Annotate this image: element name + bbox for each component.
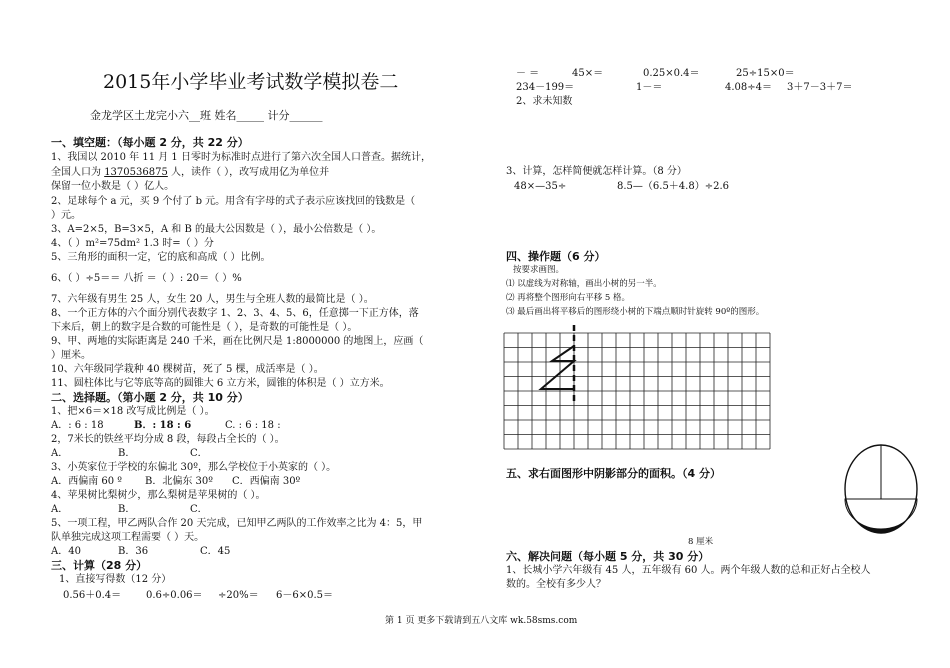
section-area-heading: 五、求右面图形中阴影部分的面积。（4 分） (506, 467, 721, 480)
operation-step-3: ⑶ 最后画出将平移后的图形绕小树的下端点顺时针旋转 90º的图形。 (506, 307, 765, 317)
choice-1-option-c: C. : 6 : 18 : (225, 420, 281, 431)
choice-2-option-c: C． (190, 448, 208, 459)
section-operation-heading: 四、操作题（6 分） (506, 250, 606, 263)
section-choice-heading: 二、选择题。（第小题 2 分，共 10 分） (51, 391, 249, 404)
question-8-line-2: 下来后，朝上的数字是合数的可能性是（ ），是奇数的可能性是（ ）。 (51, 322, 358, 333)
problem-1-line-1: 1、长城小学六年级有 45 人，五年级有 60 人。两个年级人数的总和正好占全校人 (506, 565, 871, 576)
calc-3-label: 3、计算，怎样简便就怎样计算。（8 分） (506, 166, 687, 177)
choice-5-option-b: B．36 (118, 546, 149, 557)
question-10: 10、六年级同学栽种 40 棵树苗，死了 5 棵，成活率是（ ）。 (51, 364, 324, 375)
choice-2: 2，7米长的铁丝平均分成 8 段，每段占全长的（ ）。 (51, 434, 285, 445)
page-title: 2015年小学毕业考试数学模拟卷二 (103, 71, 399, 93)
calc-item: 3＋7－3＋7＝ (787, 82, 853, 93)
calc-item: 25÷15×0＝ (736, 68, 795, 79)
section-problem-heading: 六、解决问题（每小题 5 分，共 30 分） (506, 550, 710, 563)
operation-step-2: ⑵ 再将整个图形向右平移 5 格。 (506, 293, 631, 303)
choice-5-line-1: 5、一项工程，甲乙两队合作 20 天完成，已知甲乙两队的工作效率之比为 4：5，甲 (51, 518, 423, 529)
page-footer: 第 1 页 更多下载请到五八文库 wk.58sms.com (385, 616, 578, 626)
calc-item: 0.56＋0.4＝ (63, 590, 122, 601)
choice-5-option-a: A．40 (51, 546, 81, 557)
section-calc-heading: 三、计算（28 分） (51, 559, 148, 572)
calc-item: － ＝ (516, 68, 540, 79)
choice-2-option-b: B． (118, 448, 136, 459)
q1-suffix: 人，读作（ ），改写成用亿为单位并 (167, 167, 330, 178)
drawing-grid (504, 333, 770, 451)
choice-4-option-b: B． (118, 504, 136, 515)
choice-1-option-b: B．: 18 : 6 (134, 420, 192, 431)
dimension-label: 8 厘米 (688, 537, 714, 547)
question-2-line-1: 2、足球每个 a 元，买 9 个付了 b 元。用含有字母的式子表示应该找回的钱数是（ (51, 196, 416, 207)
inner-semicircle (845, 499, 917, 529)
calc-item: ÷20%＝ (218, 590, 259, 601)
question-5: 5、三角形的面积一定，它的底和高成（ ）比例。 (51, 252, 271, 263)
choice-3: 3、小英家位于学校的东偏北 30º，那么学校位于小英家的（ ）。 (51, 462, 337, 473)
choice-2-option-a: A． (51, 448, 69, 459)
calc-item: 45×＝ (572, 68, 604, 79)
choice-5-option-c: C．45 (200, 546, 231, 557)
calc-item: 1－＝ (636, 82, 663, 93)
choice-5-line-2: 队单独完成这项工程需要（ ）天。 (51, 532, 205, 543)
problem-1-line-2: 数的。全校有多少人？ (506, 579, 606, 590)
student-info-line: 金龙学区土龙完小六__班 姓名_____ 计分______ (90, 109, 323, 122)
section-fill-blank-heading: 一、填空题：（每小题 2 分，共 22 分） (51, 136, 249, 149)
calc-item: 48×—35÷ (514, 181, 567, 192)
question-8-line-1: 8、一个正方体的六个面分别代表数字 1、2、3、4、5、6，任意掷一下正方体，落 (51, 308, 419, 319)
operation-intro: 按要求画图。 (513, 265, 565, 275)
choice-4-option-a: A． (51, 504, 69, 515)
calc-item: 0.6÷0.06＝ (146, 590, 203, 601)
choice-4-option-c: C． (190, 504, 208, 515)
question-1-line-2 (51, 166, 329, 179)
question-2-line-2: ）元。 (51, 210, 81, 221)
choice-3-option-a: A．西偏南 60 º (51, 476, 123, 487)
question-9-line-1: 9、甲、两地的实际距离是 240 千米，画在比例尺是 1:8000000 的地图上，应画（ (51, 336, 424, 347)
question-3: 3、A=2×5，B=3×5，A 和 B 的最大公因数是（ ），最小公倍数是（ ）。 (51, 224, 382, 235)
calc-item: 6－6×0.5＝ (276, 590, 334, 601)
choice-3-option-b: B．北偏东 30º (145, 476, 213, 487)
calc-2-label: 2、求未知数 (516, 96, 573, 107)
calc-item: 234－199＝ (516, 82, 575, 93)
question-6: 6、（ ）÷5＝＝ 八折 ＝（ ）: 20＝（ ）% (51, 273, 242, 284)
choice-1: 1、把×6＝×18 改写成比例是（ ）。 (51, 406, 215, 417)
population-number: 1370536875 (104, 167, 168, 178)
calc-item: 8.5—（6.5＋4.8）÷2.6 (617, 181, 729, 192)
operation-step-1: ⑴ 以虚线为对称轴，画出小树的另一半。 (506, 279, 662, 289)
choice-3-option-c: C．西偏南 30º (232, 476, 301, 487)
calc-item: 0.25×0.4＝ (643, 68, 700, 79)
choice-1-option-a: A．: 6 : 18 (51, 420, 104, 431)
question-4: 4、（ ）m²=75dm² 1.3 时=（ ）分 (51, 238, 214, 249)
question-9-line-2: ）厘米。 (51, 350, 91, 361)
calc-1-label: 1、直接写得数（12 分） (59, 574, 172, 585)
choice-4: 4、苹果树比梨树少，那么梨树是苹果树的（ ）。 (51, 490, 266, 501)
question-1-line-1: 1、我国以 2010 年 11 月 1 日零时为标准时点进行了第六次全国人口普查。据统计， (51, 152, 431, 163)
calc-item: 4.08÷4＝ (725, 82, 773, 93)
question-7: 7、六年级有男生 25 人，女生 20 人，男生与全班人数的最简比是（ ）。 (51, 294, 374, 305)
q1-prefix: 全国人口为 (51, 167, 105, 178)
question-11: 11、圆柱体比与它等底等高的圆锥大 6 立方米，圆锥的体积是（ ）立方米。 (51, 378, 390, 389)
shaded-area-figure (844, 444, 918, 534)
question-1-line-3: 保留一位小数是（ ）亿人。 (51, 181, 175, 192)
